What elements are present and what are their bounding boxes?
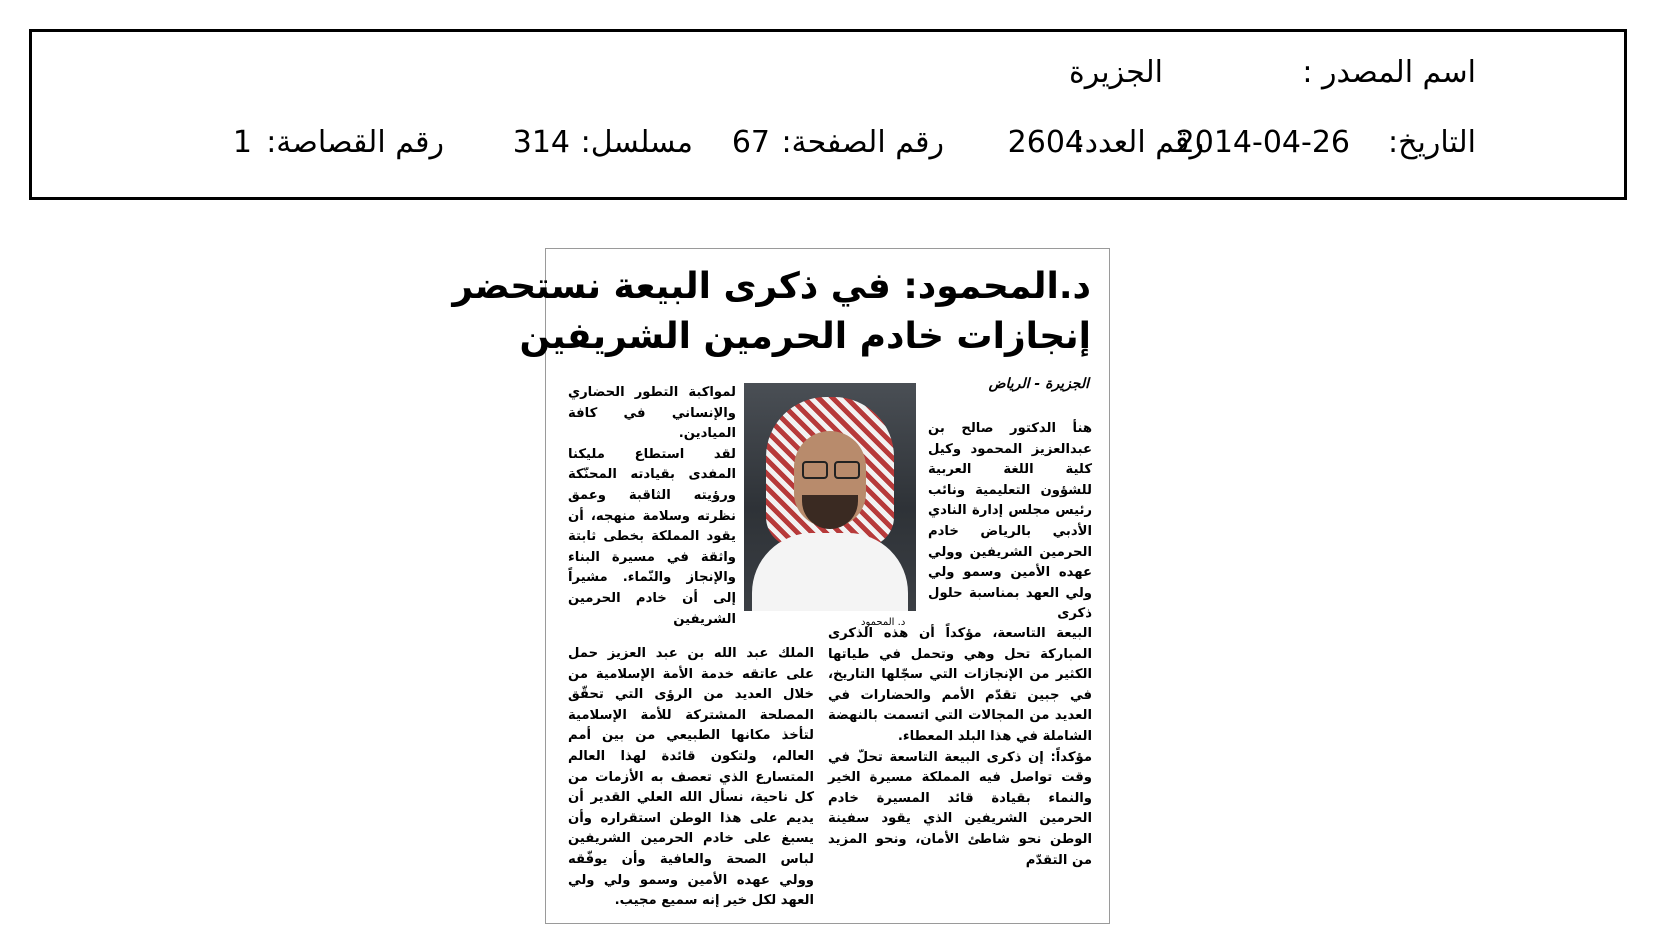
source-label: اسم المصدر : [1302,55,1476,90]
article-column-left-top [568,383,736,630]
photo-caption: د. المحمود [861,617,906,628]
date-value: 2014-04-26 [1175,125,1350,160]
byline: الجزيرة - الرياض [988,376,1089,392]
paragraph: البيعة التاسعة، مؤكداً أن هذه الذكرى المباركة تحل وهي وتحمل في طياتها الكثير من الإنجازات التي سجّلها التاريخ، في جبين تقدّم الأمم والحضارات في العديد من المجالات التي اتسمت بالنهضة الشاملة في هذا البلد المعطاء. [828,626,1092,744]
article-column-left-bottom [568,644,814,912]
newspaper-clipping [452,248,1110,924]
metadata-header-box [29,29,1627,200]
paragraph: الملك عبد الله بن عبد العزيز حمل على عاتقه خدمة الأمة الإسلامية من خلال العديد من الرؤى التي تحقّق المصلحة المشتركة للأمة الإسلامية لتأخذ مكانها الطبيعي من بين أمم العالم، ولتكون قائدة لهذا العالم المتسارع الذي تعصف به الأزمات من كل ناحية، نسأل الله العلي القدير أن يديم على هذا الوطن استقراره وأن يسبغ على خادم الحرمين الشريفين لباس الصحة والعافية وأن يوفّقه وولي عهده الأمين وسمو ولي ولي العهد لكل خير إنه سميع مجيب. [568,646,814,909]
source-value: الجزيرة [1068,55,1163,90]
serial-value: 314 [512,125,570,160]
paragraph: لمواكبة التطور الحضاري والإنساني في كافة الميادين. [568,385,736,442]
paragraph: هنأ الدكتور صالح بن عبدالعزيز المحمود وكيل كلية اللغة العربية للشؤون التعليمية ونائب رئيس مجلس إدارة النادي الأدبي بالرياض خادم الحرمين الشريفين وولي عهده الأمين وسمو ولي ولي العهد بمناسبة حلول ذكرى [928,421,1092,622]
headline-line-1: د.المحمود: في ذكرى البيعة نستحضر [452,266,1091,307]
article-column-right-bottom [828,624,1092,871]
author-photo [744,383,916,611]
issue-value: 2604 [1007,125,1084,160]
clip-value: 1 [232,125,252,160]
serial-label: مسلسل: [580,125,693,160]
article-column-right-top [928,419,1092,625]
page-value: 67 [731,125,770,160]
date-label: التاريخ: [1388,125,1476,160]
headline-line-2: إنجازات خادم الحرمين الشريفين [519,316,1091,357]
issue-label: رقم العدد: [1074,125,1204,160]
paragraph: لقد استطاع مليكنا المفدى بقيادته المحنّكة ورؤيته الثاقبة وعمق نظرته وسلامة منهجه، أن يقود المملكة بخطى ثابتة واثقة في مسيرة البناء والإنجاز والنّماء. مشيراً إلى أن خادم الحرمين الشريفين [568,446,736,627]
paragraph: مؤكداً: إن ذكرى البيعة التاسعة تحلّ في وقت تواصل فيه المملكة مسيرة الخير والنماء بقيادة قائد المسيرة خادم الحرمين الشريفين الذي يقود سفينة الوطن نحو شاطئ الأمان، ونحو المزيد من التقدّم [828,749,1092,868]
clip-label: رقم القصاصة: [266,125,444,160]
page-label: رقم الصفحة: [781,125,944,160]
